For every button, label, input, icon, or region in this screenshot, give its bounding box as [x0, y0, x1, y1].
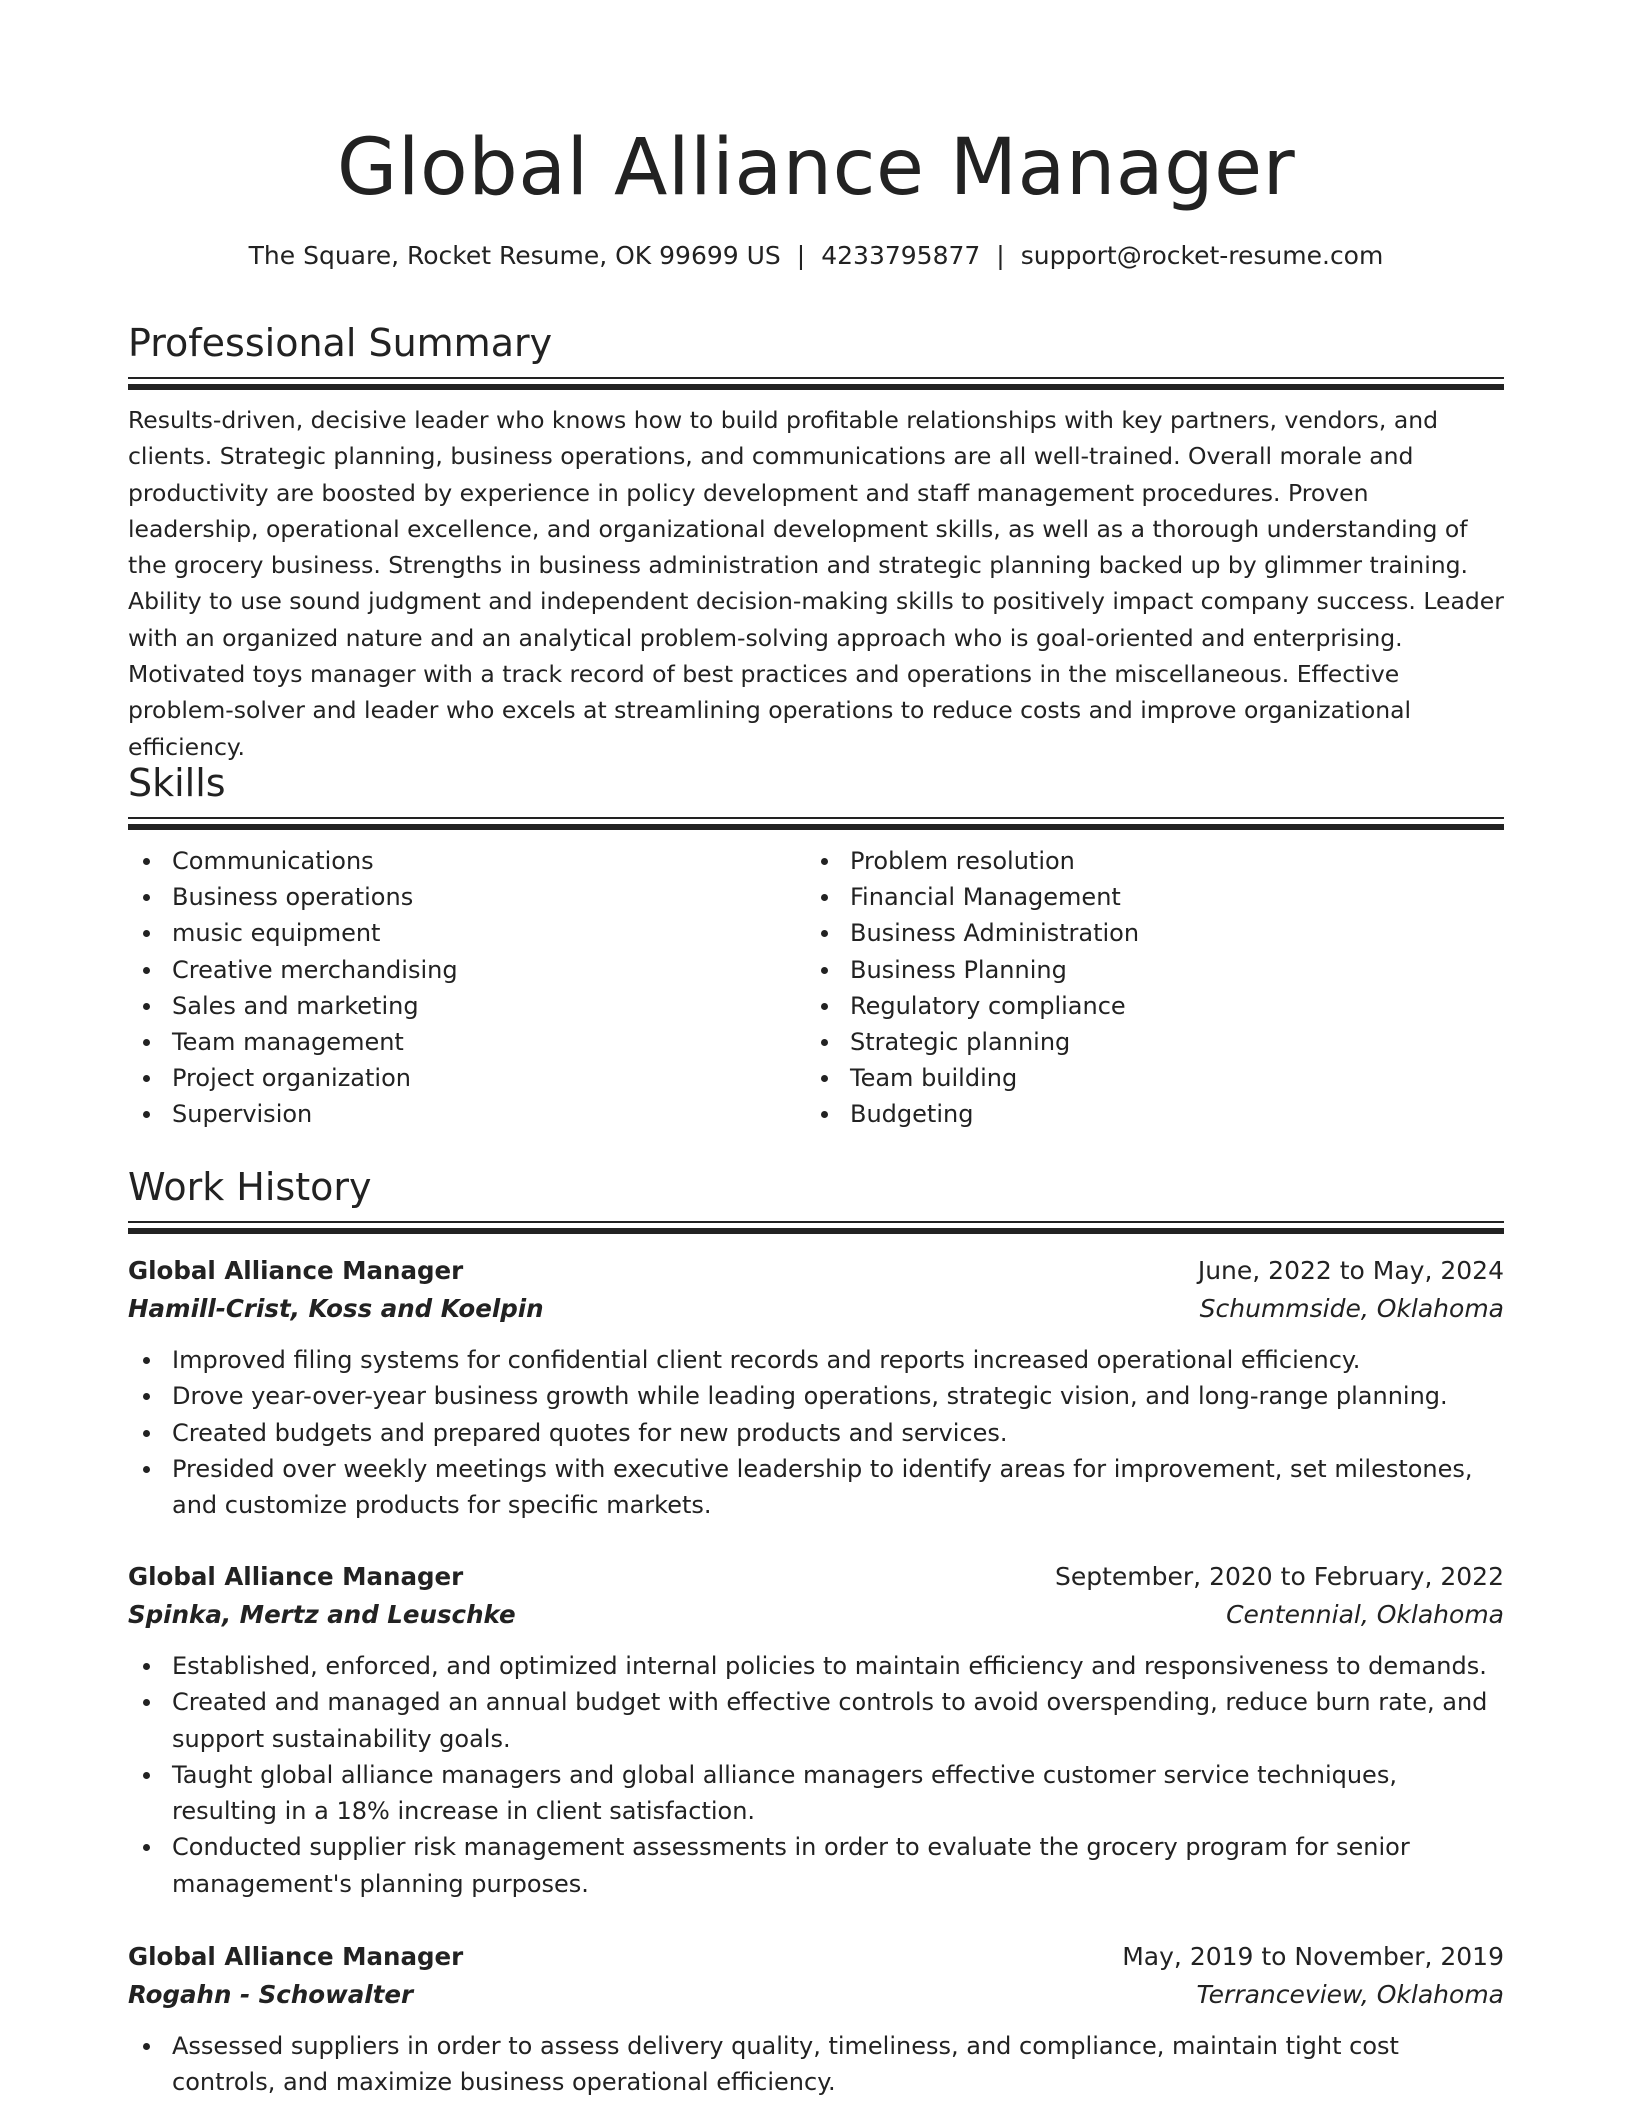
- skill-item: Creative merchandising: [128, 952, 806, 988]
- resume-name: Global Alliance Manager: [336, 123, 1296, 213]
- job-company: Spinka, Mertz and Leuschke: [128, 1600, 516, 1629]
- skills-column-left: [128, 843, 806, 1133]
- contact-email: support@rocket-resume.com: [1020, 241, 1384, 270]
- contact-separator: |: [796, 241, 806, 270]
- job-entry: [128, 1253, 1504, 1523]
- job-company: Rogahn - Schowalter: [128, 1980, 414, 2009]
- skill-item: Strategic planning: [806, 1024, 1484, 1060]
- job-bullet: Assessed suppliers in order to assess delivery quality, timeliness, and compliance, maintain tight cost controls, and maximize business operational efficiency.: [128, 2028, 1504, 2101]
- section-divider: [128, 824, 1504, 830]
- section-divider: [128, 817, 1504, 819]
- skill-item: Regulatory compliance: [806, 988, 1484, 1024]
- job-bullets: [128, 1648, 1504, 1902]
- skills-grid: [128, 843, 1504, 1133]
- skill-item: Business Administration: [806, 915, 1484, 951]
- job-bullet: Presided over weekly meetings with executive leadership to identify areas for improvement, set milestones, and customize products for specific markets.: [128, 1451, 1504, 1524]
- contact-separator: |: [996, 241, 1005, 270]
- skill-item: Business Planning: [806, 952, 1484, 988]
- summary-text: Results-driven, decisive leader who knows how to build profitable relationships with key partners, vendors, and clients. Strategic planning, business operations, and communications are all well-trained. Overall morale and productivity are boosted by experience in policy development and staff management procedures. Proven leadership, operational excellence, and organizational development skills, as well as a thorough understanding of the grocery business. Strengths in business administration and strategic planning backed up by glimmer training. Ability to use sound judgment and independent decision-making skills to positively impact company success. Leader with an organized nature and an analytical problem-solving approach who is goal-oriented and enterprising. Motivated toys manager with a track record of best practices and operations in the miscellaneous. Effective problem-solver and leader who excels at streamlining operations to reduce costs and improve organizational efficiency.: [128, 406, 1504, 761]
- job-bullet: Created budgets and prepared quotes for new products and services.: [128, 1415, 1504, 1451]
- job-entry: [128, 1559, 1504, 1902]
- skill-item: Sales and marketing: [128, 988, 806, 1024]
- skill-item: Budgeting: [806, 1096, 1484, 1132]
- job-dates: September, 2020 to February, 2022: [1055, 1562, 1504, 1591]
- skill-item: Project organization: [128, 1060, 806, 1096]
- skill-item: music equipment: [128, 915, 806, 951]
- job-bullet: Established, enforced, and optimized internal policies to maintain efficiency and responsiveness to demands.: [128, 1648, 1504, 1684]
- contact-line: [128, 238, 1504, 274]
- summary-section: [128, 318, 1504, 765]
- job-location: Centennial, Oklahoma: [1226, 1600, 1504, 1629]
- job-dates: June, 2022 to May, 2024: [1197, 1256, 1504, 1285]
- job-dates: May, 2019 to November, 2019: [1122, 1942, 1504, 1971]
- contact-address: The Square, Rocket Resume, OK 99699 US: [248, 241, 781, 270]
- job-bullet: Conducted supplier risk management assessments in order to evaluate the grocery program for senior management's planning purposes.: [128, 1829, 1504, 1902]
- job-title: Global Alliance Manager: [128, 1942, 464, 1971]
- skill-item: Business operations: [128, 879, 806, 915]
- job-location: Schummside, Oklahoma: [1199, 1294, 1504, 1323]
- section-divider: [128, 377, 1504, 379]
- section-divider: [128, 384, 1504, 390]
- skill-item: Team building: [806, 1060, 1484, 1096]
- skills-column-right: [806, 843, 1484, 1133]
- job-location: Terranceview, Oklahoma: [1196, 1980, 1504, 2009]
- job-bullet: Created and managed an annual budget with effective controls to avoid overspending, reduce burn rate, and support sustainability goals.: [128, 1684, 1504, 1757]
- skill-item: Team management: [128, 1024, 806, 1060]
- skill-item: Financial Management: [806, 879, 1484, 915]
- job-title: Global Alliance Manager: [128, 1562, 464, 1591]
- section-divider: [128, 1221, 1504, 1223]
- summary-heading: Professional Summary: [128, 321, 553, 365]
- job-bullet: Improved filing systems for confidential client records and reports increased operational efficiency.: [128, 1342, 1504, 1378]
- work-history-section: [128, 1162, 1504, 1234]
- job-entry: [128, 1939, 1504, 2101]
- work-history-heading: Work History: [128, 1165, 372, 1209]
- skill-item: Communications: [128, 843, 806, 879]
- job-company: Hamill-Crist, Koss and Koelpin: [128, 1294, 544, 1323]
- job-bullets: [128, 1342, 1504, 1523]
- job-bullet: Taught global alliance managers and global alliance managers effective customer service techniques, resulting in a 18% increase in client satisfaction.: [128, 1757, 1504, 1830]
- job-title: Global Alliance Manager: [128, 1256, 464, 1285]
- section-divider: [128, 1228, 1504, 1234]
- contact-phone: 4233795877: [821, 241, 981, 270]
- skills-heading: Skills: [128, 761, 226, 805]
- job-bullet: Drove year-over-year business growth while leading operations, strategic vision, and long-range planning.: [128, 1378, 1504, 1414]
- skill-item: Problem resolution: [806, 843, 1484, 879]
- skill-item: Supervision: [128, 1096, 806, 1132]
- job-bullets: [128, 2028, 1504, 2101]
- skills-section: [128, 758, 1504, 1133]
